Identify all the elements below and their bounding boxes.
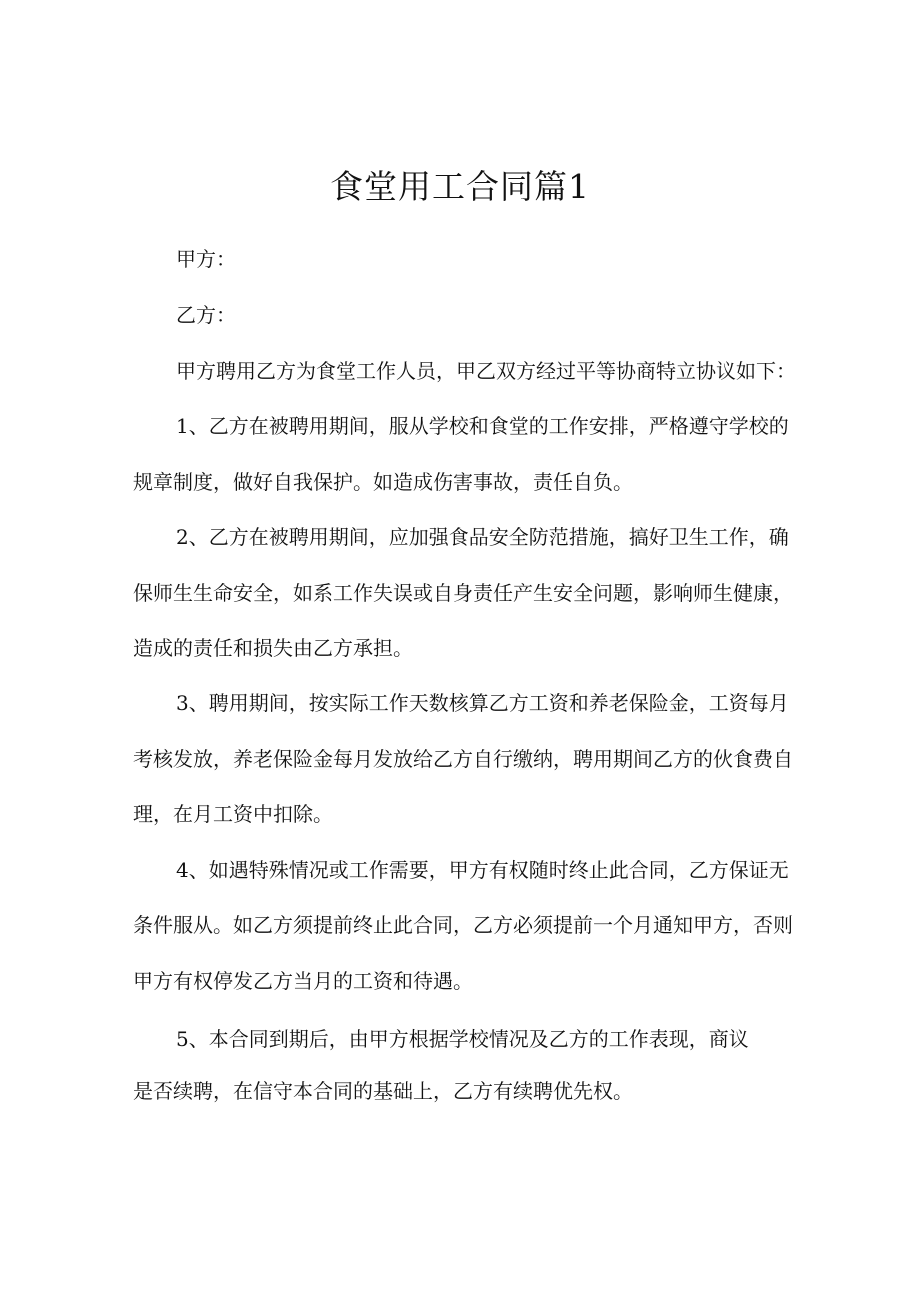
- document-title: 食堂用工合同篇1: [330, 167, 590, 206]
- intro-paragraph: 甲方聘用乙方为食堂工作人员，甲乙双方经过平等协商特立协议如下：: [176, 359, 796, 383]
- clause-2-line-3: 造成的责任和损失由乙方承担。: [133, 636, 413, 660]
- party-a-label: 甲方：: [176, 247, 236, 271]
- clause-3-line-1: 3、聘用期间，按实际工作天数核算乙方工资和养老保险金，工资每月: [176, 691, 789, 715]
- clause-4-line-1: 4、如遇特殊情况或工作需要，甲方有权随时终止此合同，乙方保证无: [176, 858, 789, 882]
- clause-1-line-2: 规章制度，做好自我保护。如造成伤害事故，责任自负。: [133, 470, 633, 494]
- clause-4-line-3: 甲方有权停发乙方当月的工资和待遇。: [133, 969, 473, 993]
- clause-1-line-1: 1、乙方在被聘用期间，服从学校和食堂的工作安排，严格遵守学校的: [176, 414, 789, 438]
- clause-2-line-1: 2、乙方在被聘用期间，应加强食品安全防范措施，搞好卫生工作，确: [176, 525, 789, 549]
- clause-4-line-2: 条件服从。如乙方须提前终止此合同，乙方必须提前一个月通知甲方，否则: [133, 913, 793, 937]
- clause-5-line-2: 是否续聘，在信守本合同的基础上，乙方有续聘优先权。: [133, 1079, 633, 1103]
- clause-3-line-3: 理，在月工资中扣除。: [133, 802, 333, 826]
- clause-2-line-2: 保师生生命安全，如系工作失误或自身责任产生安全问题，影响师生健康，: [133, 581, 793, 605]
- clause-3-line-2: 考核发放，养老保险金每月发放给乙方自行缴纳，聘用期间乙方的伙食费自: [133, 747, 793, 771]
- party-b-label: 乙方：: [176, 303, 236, 327]
- clause-5-line-1: 5、本合同到期后，由甲方根据学校情况及乙方的工作表现，商议: [176, 1027, 749, 1051]
